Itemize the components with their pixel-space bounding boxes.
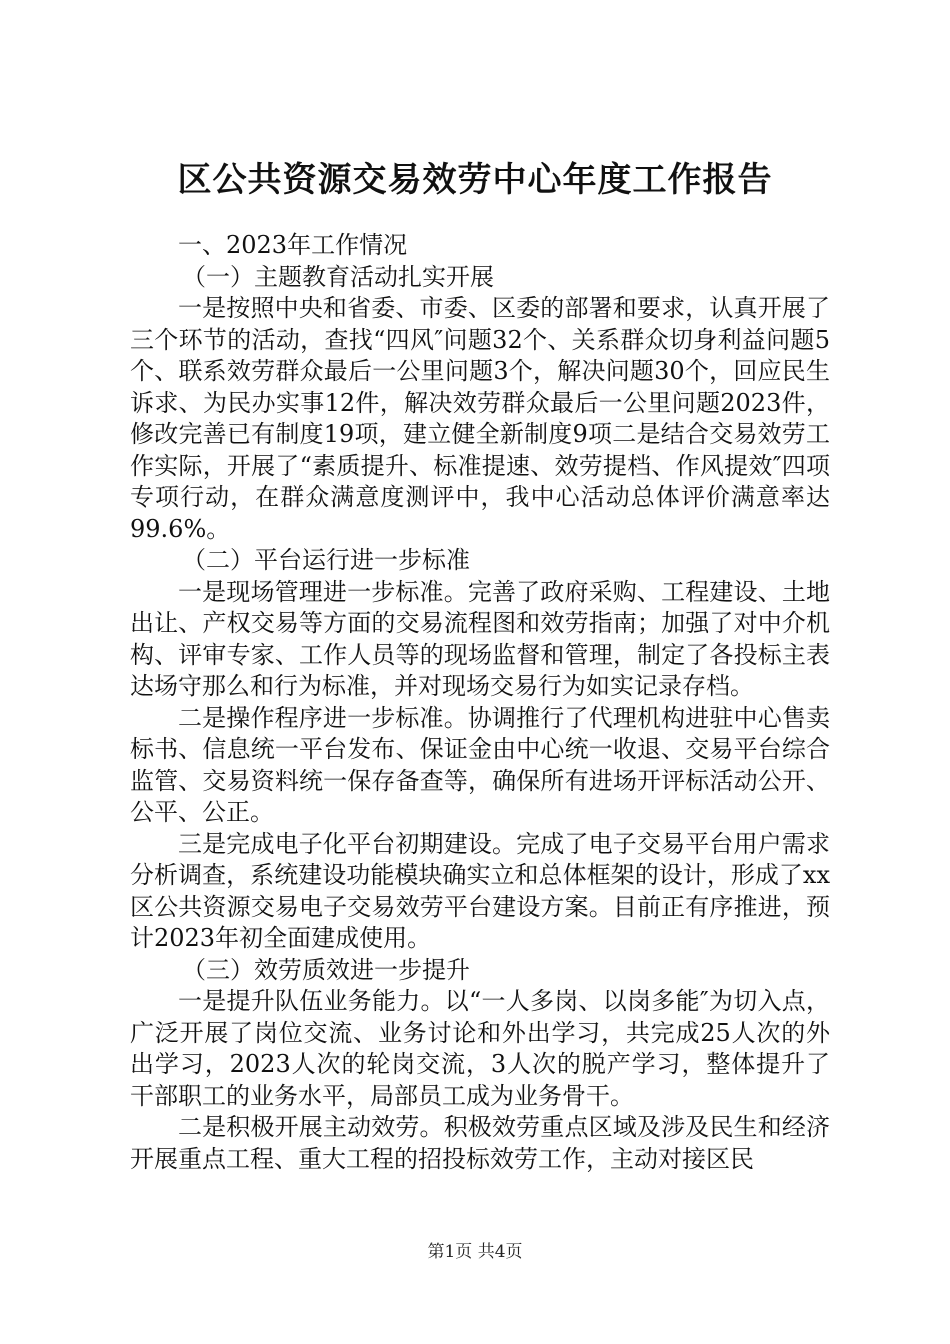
subsection-heading: （一）主题教育活动扎实开展 (182, 262, 494, 291)
subsection-heading: （二）平台运行进一步标准 (182, 546, 470, 574)
paragraph: 一是现场管理进一步标准。完善了政府采购、工程建设、土地出让、产权交易等方面的交易流程图和效劳指南；加强了对中介机构、评审专家、工作人员等的现场监督和管理，制定了各投标主表达场守那么和行为标准，并对现场交易行为如实记录存档。 (130, 577, 830, 700)
paragraph: 三是完成电子化平台初期建设。完成了电子交易平台用户需求分析调查，系统建设功能模块确实立和总体框架的设计，形成了xx区公共资源交易电子交易效劳平台建设方案。目前正有序推进，预计2023年初全面建成使用。 (130, 829, 830, 952)
paragraph: 二是操作程序进一步标准。协调推行了代理机构进驻中心售卖标书、信息统一平台发布、保证金由中心统一收退、交易平台综合监管、交易资料统一保存备查等，确保所有进场开评标活动公开、公平、公正。 (130, 703, 830, 826)
subsection-heading: （三）效劳质效进一步提升 (182, 955, 470, 984)
page-footer: 第1页 共4页 (427, 1242, 523, 1262)
paragraph: 二是积极开展主动效劳。积极效劳重点区域及涉及民生和经济开展重点工程、重大工程的招投标效劳工作，主动对接区民 (130, 1113, 830, 1173)
section-heading: 一、2023年工作情况 (178, 231, 408, 259)
document-body (130, 230, 830, 1175)
paragraph: 一是提升队伍业务能力。以“一人多岗、以岗多能″为切入点，广泛开展了岗位交流、业务讨论和外出学习，共完成25人次的外出学习，2023人次的轮岗交流，3人次的脱产学习，整体提升了干部职工的业务水平，局部员工成为业务骨干。 (130, 987, 830, 1110)
document-title: 区公共资源交易效劳中心年度工作报告 (177, 160, 773, 200)
paragraph: 一是按照中央和省委、市委、区委的部署和要求，认真开展了三个环节的活动，查找“四风″问题32个、关系群众切身利益问题5个、联系效劳群众最后一公里问题3个，解决问题30个，回应民生诉求、为民办实事12件，解决效劳群众最后一公里问题2023件，修改完善已有制度19项，建立健全新制度9项二是结合交易效劳工作实际，开展了“素质提升、标准提速、效劳提档、作风提效″四项专项行动，在群众满意度测评中，我中心活动总体评价满意率达99.6%。 (130, 294, 830, 543)
